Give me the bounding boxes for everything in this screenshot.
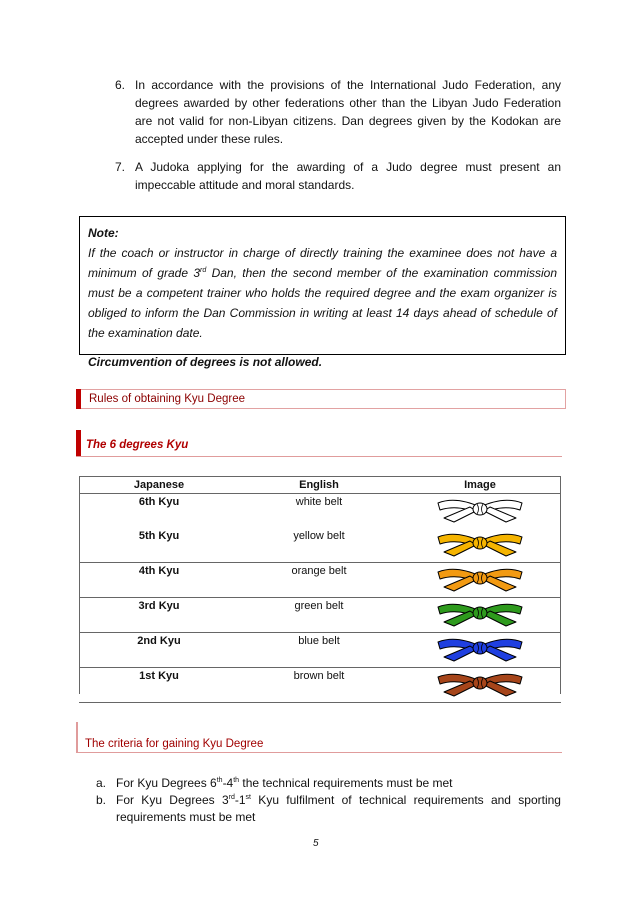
list-text: In accordance with the provisions of the International Judo Federation, any degrees awarded by other federations other than the Libyan Judo Federation are not valid for non-Libyan citizens. Dan degrees given by the Kodokan are accepted under these rules. [135,78,561,146]
table-row [79,494,561,529]
section-heading-label: The criteria for gaining Kyu Degree [85,738,264,750]
section-heading-degrees [76,430,562,457]
cell-japanese-text: 4th Kyu [138,565,180,577]
criteria-sup: th [233,777,240,784]
list-marker: 6. [115,78,126,92]
column-header-image: Image [399,477,561,494]
note-body [88,243,557,343]
criteria-sup: rd [228,794,235,801]
kyu-degrees-table [79,476,561,703]
list-item-6 [115,76,561,148]
cell-english [239,633,399,668]
criteria-item-a [96,775,561,792]
cell-japanese [79,528,239,563]
note-body-text-2: Dan, then the second member of the examination commission must be a competent trainer who holds the required degree and the exam organizer is obliged to inform the Dan Commission in writing at least 14 days ahead of schedule of the examination date. [88,266,557,340]
cell-japanese-text: 5th Kyu [138,530,180,542]
cell-japanese-text: 6th Kyu [138,496,180,508]
cell-english-text: brown belt [293,670,345,682]
note-box [79,216,566,369]
column-header-japanese: Japanese [79,477,239,494]
cell-japanese [79,633,239,668]
belt-icon [434,529,526,559]
criteria-sup: th [216,777,223,784]
criteria-text [116,792,561,826]
belt-icon [434,599,526,629]
belt-icon [434,634,526,664]
heading-accent-bar [76,722,78,752]
cell-english-text: blue belt [298,635,340,647]
criteria-sup: st [245,794,251,801]
criteria-text-part: -1 [234,793,246,807]
section-heading-label: Rules of obtaining Kyu Degree [89,393,245,405]
criteria-text-part: -4 [222,776,234,790]
section-heading-rules [76,389,566,409]
cell-japanese-text: 3rd Kyu [138,600,180,612]
section-heading-criteria [76,722,562,753]
criteria-text-part: For Kyu Degrees 6 [116,776,217,790]
page-number: 5 [313,838,319,849]
heading-accent-bar [76,430,81,456]
cell-image [399,598,561,633]
note-body-text: If the coach or instructor in charge of directly training the examinee does not have a minimum of grade 3 [88,246,557,280]
cell-image [399,668,561,703]
cell-japanese [79,668,239,703]
cell-image [399,633,561,668]
belt-icon [434,669,526,699]
table-header-row [79,477,561,494]
cell-english [239,598,399,633]
criteria-marker: a. [96,776,107,790]
cell-image [399,528,561,563]
criteria-text-part: Kyu fulfilment of technical requirements and sporting requirements must be met [116,793,561,824]
cell-english [239,668,399,703]
cell-japanese-text: 1st Kyu [139,670,179,682]
cell-japanese [79,598,239,633]
table-row [79,668,561,703]
cell-japanese-text: 2nd Kyu [137,635,181,647]
cell-english-text: orange belt [291,565,347,577]
cell-english-text: white belt [295,496,343,508]
table-row [79,528,561,563]
list-text: A Judoka applying for the awarding of a Judo degree must present an impeccable attitude and moral standards. [135,160,561,192]
cell-image [399,494,561,529]
cell-english [239,563,399,598]
cell-english-text: yellow belt [293,530,345,542]
list-marker: 7. [115,160,126,174]
table-row [79,633,561,668]
belt-icon [434,564,526,594]
cell-english [239,528,399,563]
cell-english [239,494,399,529]
section-heading-label: The 6 degrees Kyu [86,439,189,451]
cell-image [399,563,561,598]
cell-japanese [79,563,239,598]
column-header-english: English [239,477,399,494]
table-row [79,598,561,633]
criteria-text-part: the technical requirements must be met [239,776,453,790]
criteria-text-part: For Kyu Degrees 3 [116,793,229,807]
cell-english-text: green belt [294,600,344,612]
criteria-marker: b. [96,793,107,807]
cell-japanese [79,494,239,529]
criteria-text [116,775,561,792]
heading-accent-bar [76,389,81,409]
note-body-sup: rd [200,267,207,274]
table-row [79,563,561,598]
note-circumvention: Circumvention of degrees is not allowed. [88,355,323,369]
belt-icon [434,495,526,525]
criteria-item-b [96,792,561,826]
note-title: Note: [88,226,119,240]
list-item-7 [115,158,561,194]
